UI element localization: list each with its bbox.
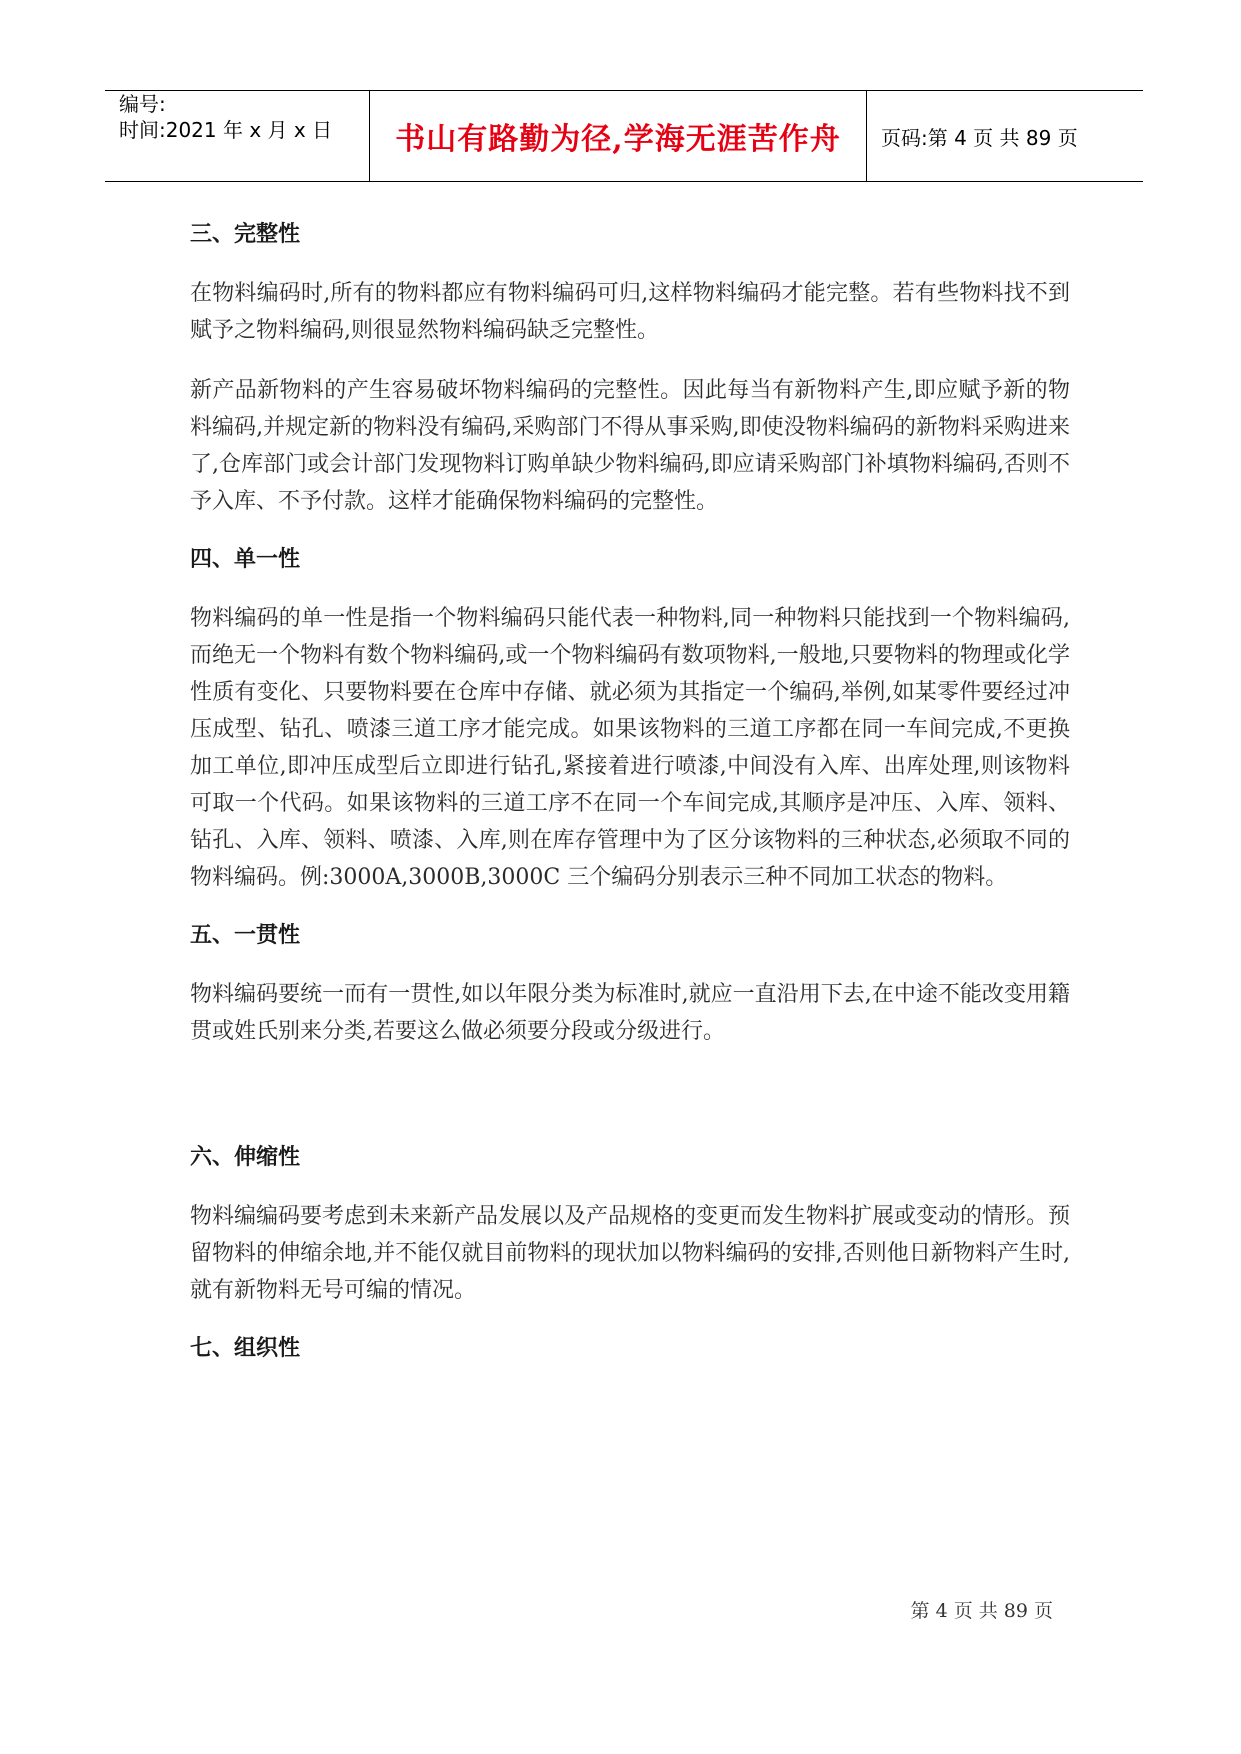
time-label: 时间:2021 年 x 月 x 日 [119, 118, 333, 142]
document-body [190, 205, 1070, 1379]
header-motto: 书山有路勤为径,学海无涯苦作舟 [395, 122, 841, 157]
section-title: 五、一贯性 [190, 923, 301, 948]
page-footer: 第 4 页 共 89 页 [910, 1600, 1053, 1622]
page-header [105, 90, 1143, 182]
section-title: 四、单一性 [190, 547, 301, 572]
header-motto-cell [370, 91, 867, 181]
section-title: 七、组织性 [190, 1336, 301, 1361]
section-title: 三、完整性 [190, 222, 301, 247]
paragraph: 新产品新物料的产生容易破坏物料编码的完整性。因此每当有新物料产生,即应赋予新的物料编码,并规定新的物料没有编码,采购部门不得从事采购,即使没物料编码的新物料采购进来了,仓库部门或会计部门发现物料订购单缺少物料编码,即应请采购部门补填物料编码,否则不予入库、不予付款。这样才能确保物料编码的完整性。 [190, 378, 1070, 514]
number-label: 编号: [119, 92, 166, 116]
header-page-info: 页码:第 4 页 共 89 页 [881, 125, 1078, 150]
header-page-cell [867, 91, 1143, 181]
paragraph: 在物料编码时,所有的物料都应有物料编码可归,这样物料编码才能完整。若有些物料找不到赋予之物料编码,则很显然物料编码缺乏完整性。 [190, 281, 1070, 343]
paragraph: 物料编码要统一而有一贯性,如以年限分类为标准时,就应一直沿用下去,在中途不能改变用籍贯或姓氏别来分类,若要这么做必须要分段或分级进行。 [190, 982, 1070, 1044]
paragraph: 物料编码的单一性是指一个物料编码只能代表一种物料,同一种物料只能找到一个物料编码,而绝无一个物料有数个物料编码,或一个物料编码有数项物料,一般地,只要物料的物理或化学性质有变化、只要物料要在仓库中存储、就必须为其指定一个编码,举例,如某零件要经过冲压成型、钻孔、喷漆三道工序才能完成。如果该物料的三道工序都在同一车间完成,不更换加工单位,即冲压成型后立即进行钻孔,紧接着进行喷漆,中间没有入库、出库处理,则该物料可取一个代码。如果该物料的三道工序不在同一个车间完成,其顺序是冲压、入库、领料、钻孔、入库、领料、喷漆、入库,则在库存管理中为了区分该物料的三种状态,必须取不同的物料编码。例:3000A,3000B,3000C 三个编码分别表示三种不同加工状态的物料。 [190, 606, 1070, 890]
header-meta [105, 91, 370, 181]
section-title: 六、伸缩性 [190, 1145, 301, 1170]
paragraph: 物料编编码要考虑到未来新产品发展以及产品规格的变更而发生物料扩展或变动的情形。预留物料的伸缩余地,并不能仅就目前物料的现状加以物料编码的安排,否则他日新物料产生时,就有新物料无号可编的情况。 [190, 1204, 1071, 1303]
